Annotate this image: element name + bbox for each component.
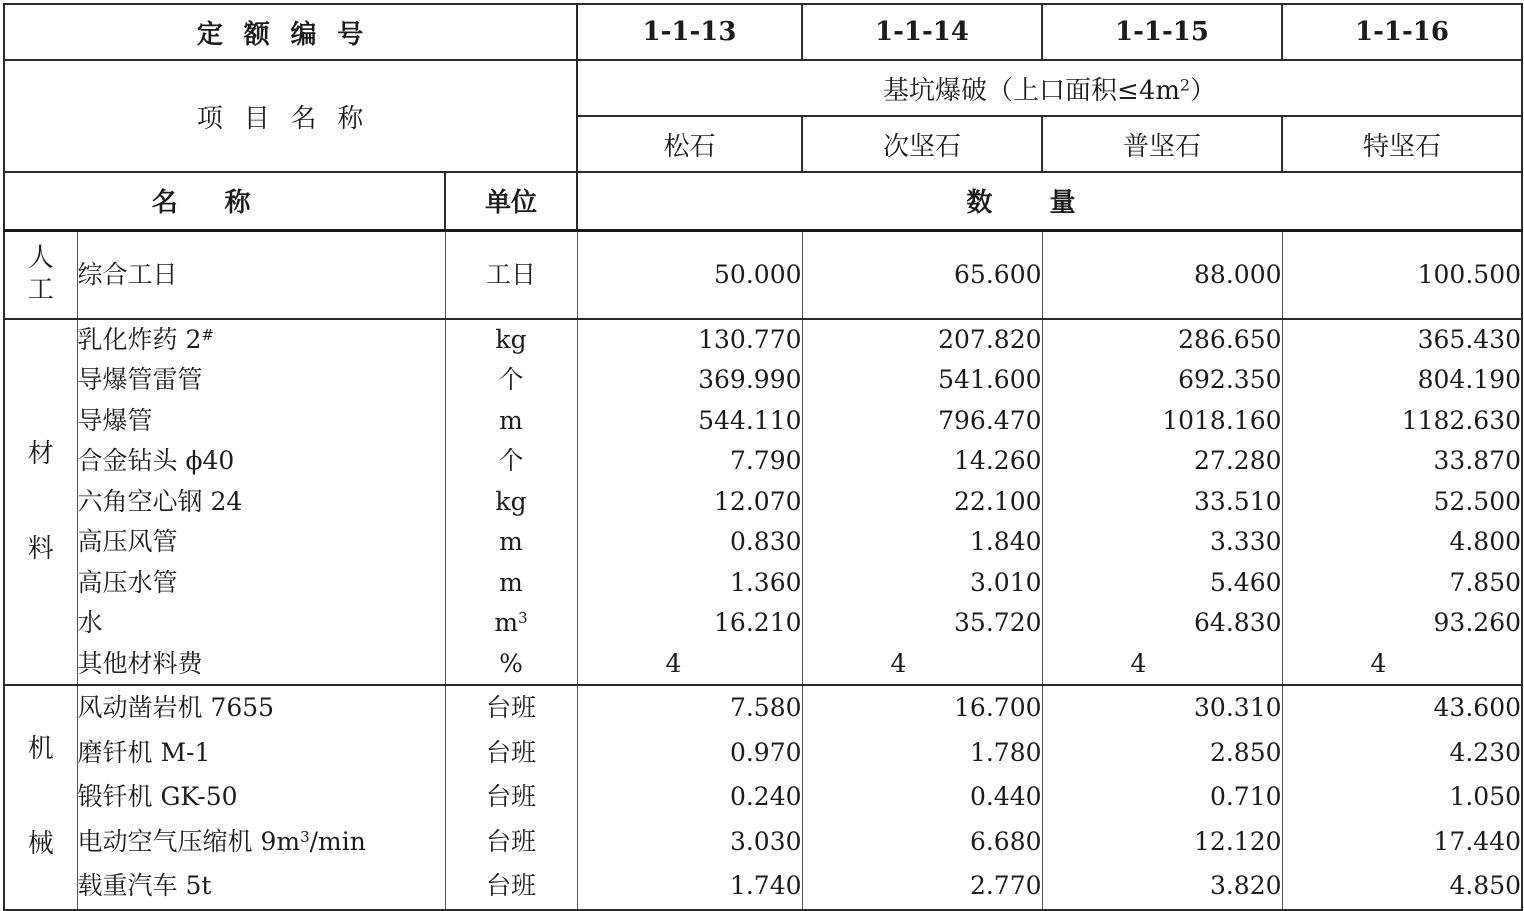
quantity-value: 12.120 <box>1194 826 1282 856</box>
quantity-value: 3.010 <box>969 567 1042 597</box>
item-name-text: 导爆管 <box>77 405 153 435</box>
item-unit-text: 台班 <box>486 871 537 901</box>
quantity-value: 27.280 <box>1194 446 1282 475</box>
group-row <box>4 685 1522 910</box>
quantity-value: 12.070 <box>714 486 802 516</box>
quantity-value: 16.700 <box>954 693 1042 722</box>
category-label <box>4 230 77 319</box>
quantity-cell <box>577 230 802 319</box>
item-name <box>78 401 445 442</box>
item-name <box>78 441 445 482</box>
item-unit-text: 台班 <box>486 737 537 767</box>
item-unit-text: 台班 <box>486 782 537 812</box>
item-name-text: 高压水管 <box>77 567 178 597</box>
quantity-cell <box>1282 230 1522 319</box>
quota-code: 1-1-14 <box>802 4 1042 60</box>
quantity-value: 4 <box>890 648 907 678</box>
quantity-value: 796.470 <box>938 405 1042 435</box>
quantity-cell <box>577 685 802 910</box>
quantity-value: 7.850 <box>1449 567 1522 597</box>
quantity-value: 50.000 <box>714 259 802 289</box>
quantity-value: 4.800 <box>1449 527 1522 556</box>
quantity-value: 4 <box>665 648 682 678</box>
item-name-cell <box>77 685 445 910</box>
item-unit-text: m <box>499 405 523 435</box>
item-name-text: 载重汽车 5t <box>77 871 212 901</box>
quantity-cell <box>802 319 1042 686</box>
item-name-text: 合金钻头 ϕ40 <box>77 446 235 475</box>
category-char: 工 <box>27 274 54 305</box>
item-unit <box>446 731 577 776</box>
category-label <box>4 319 77 686</box>
quantity-value: 22.100 <box>954 486 1042 516</box>
rock-type: 特坚石 <box>1282 116 1522 172</box>
quantity-value: 4 <box>1130 648 1147 678</box>
quantity-value: 100.500 <box>1417 259 1522 289</box>
item-unit <box>446 482 577 523</box>
quantity-value: 0.240 <box>729 782 802 812</box>
item-unit-cell <box>445 685 577 910</box>
item-name-text: 六角空心钢 24 <box>77 486 243 516</box>
item-name-text: 其他材料费 <box>77 648 203 678</box>
item-unit-text: 个 <box>498 365 524 394</box>
quota-code: 1-1-15 <box>1042 4 1282 60</box>
quantity-cell <box>1042 685 1282 910</box>
quantity-value: 65.600 <box>954 259 1042 289</box>
item-name-text: 锻钎机 GK-50 <box>77 782 238 812</box>
item-name <box>78 563 445 604</box>
item-name <box>78 686 445 731</box>
rock-type: 次坚石 <box>802 116 1042 172</box>
quantity-value: 7.580 <box>729 693 802 722</box>
item-name-text: 磨钎机 M-1 <box>77 737 211 767</box>
rock-type: 松石 <box>577 116 802 172</box>
quantity-value: 43.600 <box>1433 693 1522 722</box>
group-title-text: 基坑爆破（上口面积≤4m <box>883 75 1181 106</box>
project-name-label: 项目名称 <box>4 60 577 172</box>
quantity-value: 35.720 <box>954 608 1042 637</box>
quantity-value: 286.650 <box>1178 324 1282 354</box>
item-name <box>78 820 445 865</box>
quantity-value: 1.360 <box>729 567 802 597</box>
quantity-value: 0.710 <box>1209 782 1282 812</box>
quantity-value: 365.430 <box>1417 324 1522 354</box>
quantity-value: 544.110 <box>698 405 802 435</box>
quantity-value: 17.440 <box>1433 826 1522 856</box>
quantity-value: 4.230 <box>1449 737 1522 767</box>
quantity-value: 3.330 <box>1209 527 1282 556</box>
quantity-value: 16.210 <box>714 608 802 637</box>
item-unit-text: m <box>499 567 523 597</box>
item-unit-cell <box>445 319 577 686</box>
quota-code: 1-1-16 <box>1282 4 1522 60</box>
item-name-text: 风动凿岩机 7655 <box>77 693 275 722</box>
item-unit-superscript: 3 <box>518 608 528 627</box>
item-unit <box>446 232 577 318</box>
item-name <box>78 232 445 318</box>
col-name-header: 名称 <box>4 172 445 230</box>
quantity-value: 6.680 <box>969 826 1042 856</box>
item-name <box>78 775 445 820</box>
item-unit <box>446 644 577 685</box>
quantity-cell <box>1282 685 1522 910</box>
quantity-value: 130.770 <box>698 324 802 354</box>
quota-code-row <box>4 4 1522 60</box>
quantity-value: 369.990 <box>698 365 802 394</box>
category-char: 械 <box>27 829 54 860</box>
quantity-value: 3.820 <box>1209 871 1282 901</box>
quantity-value: 1182.630 <box>1401 405 1522 435</box>
quantity-value: 4 <box>1370 648 1387 678</box>
quantity-value: 93.260 <box>1433 608 1522 637</box>
item-name <box>78 603 445 644</box>
item-name-text: 导爆管雷管 <box>77 365 203 394</box>
item-unit <box>446 775 577 820</box>
quantity-cell <box>802 685 1042 910</box>
quantity-value: 7.790 <box>729 446 802 475</box>
column-header-row <box>4 172 1522 230</box>
item-unit-text: 个 <box>498 446 524 475</box>
item-name-cell <box>77 230 445 319</box>
quantity-value: 30.310 <box>1194 693 1282 722</box>
item-name-superscript: # <box>201 325 214 344</box>
item-unit <box>446 686 577 731</box>
quantity-value: 4.850 <box>1449 871 1522 901</box>
item-unit <box>446 603 577 644</box>
quantity-value: 1.840 <box>969 527 1042 556</box>
quantity-value: 541.600 <box>938 365 1042 394</box>
quantity-value: 52.500 <box>1433 486 1522 516</box>
quantity-cell <box>577 319 802 686</box>
quantity-value: 33.510 <box>1194 486 1282 516</box>
item-name-text: 水 <box>77 608 103 637</box>
group-row <box>4 319 1522 686</box>
item-unit-text: kg <box>495 486 527 516</box>
item-unit <box>446 522 577 563</box>
item-name-superscript: 3 <box>300 827 310 846</box>
group-title-close: ） <box>1189 75 1216 106</box>
item-unit <box>446 563 577 604</box>
item-name-cell <box>77 319 445 686</box>
item-unit-text: m <box>499 527 523 556</box>
quantity-value: 1018.160 <box>1162 405 1282 435</box>
category-char: 材 <box>27 438 54 469</box>
rock-type: 普坚石 <box>1042 116 1282 172</box>
col-unit-header: 单位 <box>445 172 577 230</box>
item-name <box>78 731 445 776</box>
quantity-cell <box>802 230 1042 319</box>
quantity-value: 64.830 <box>1194 608 1282 637</box>
group-title <box>577 60 1522 116</box>
quantity-value: 692.350 <box>1178 365 1282 394</box>
quantity-cell <box>1042 319 1282 686</box>
quantity-value: 0.440 <box>969 782 1042 812</box>
item-name <box>78 864 445 909</box>
item-unit <box>446 401 577 442</box>
item-unit-text: % <box>499 648 523 678</box>
quota-number-label: 定额编号 <box>4 4 577 60</box>
quantity-value: 33.870 <box>1433 446 1522 475</box>
category-char: 机 <box>27 734 54 765</box>
item-name-suffix: /min <box>309 826 366 856</box>
item-unit <box>446 360 577 401</box>
quantity-value: 88.000 <box>1194 259 1282 289</box>
quantity-value: 0.970 <box>729 737 802 767</box>
category-char: 料 <box>27 533 54 564</box>
item-name-text: 电动空气压缩机 9m <box>77 826 301 856</box>
item-name-text: 乳化炸药 2 <box>77 324 202 354</box>
item-name <box>78 522 445 563</box>
item-name <box>78 360 445 401</box>
item-unit <box>446 864 577 909</box>
quantity-value: 3.030 <box>729 826 802 856</box>
category-gap <box>5 765 77 829</box>
quantity-value: 2.770 <box>969 871 1042 901</box>
quantity-value: 1.780 <box>969 737 1042 767</box>
quantity-value: 1.050 <box>1449 782 1522 812</box>
quantity-value: 5.460 <box>1209 567 1282 597</box>
item-name-text: 综合工日 <box>77 259 178 289</box>
category-char: 人 <box>27 243 54 274</box>
category-gap <box>5 470 77 534</box>
item-unit <box>446 820 577 865</box>
item-name-text: 高压风管 <box>77 527 178 556</box>
quota-code: 1-1-13 <box>577 4 802 60</box>
project-name-row <box>4 60 1522 116</box>
item-unit <box>446 320 577 361</box>
item-unit-text: 台班 <box>486 693 537 722</box>
item-unit <box>446 441 577 482</box>
quantity-value: 14.260 <box>954 446 1042 475</box>
quantity-value: 2.850 <box>1209 737 1282 767</box>
item-name <box>78 320 445 361</box>
col-quantity-header: 数量 <box>577 172 1522 230</box>
category-label <box>4 685 77 910</box>
quantity-value: 804.190 <box>1417 365 1522 394</box>
item-name <box>78 644 445 685</box>
item-unit-cell <box>445 230 577 319</box>
quantity-value: 207.820 <box>938 324 1042 354</box>
group-title-superscript: 2 <box>1180 75 1190 94</box>
group-row <box>4 230 1522 319</box>
quota-table <box>3 3 1523 911</box>
item-name <box>78 482 445 523</box>
item-unit-text: 工日 <box>486 259 537 289</box>
item-unit-text: m <box>494 608 519 637</box>
quantity-value: 0.830 <box>729 527 802 556</box>
item-unit-text: kg <box>495 324 527 354</box>
quantity-cell <box>1042 230 1282 319</box>
quantity-cell <box>1282 319 1522 686</box>
quantity-value: 1.740 <box>729 871 802 901</box>
item-unit-text: 台班 <box>486 826 537 856</box>
